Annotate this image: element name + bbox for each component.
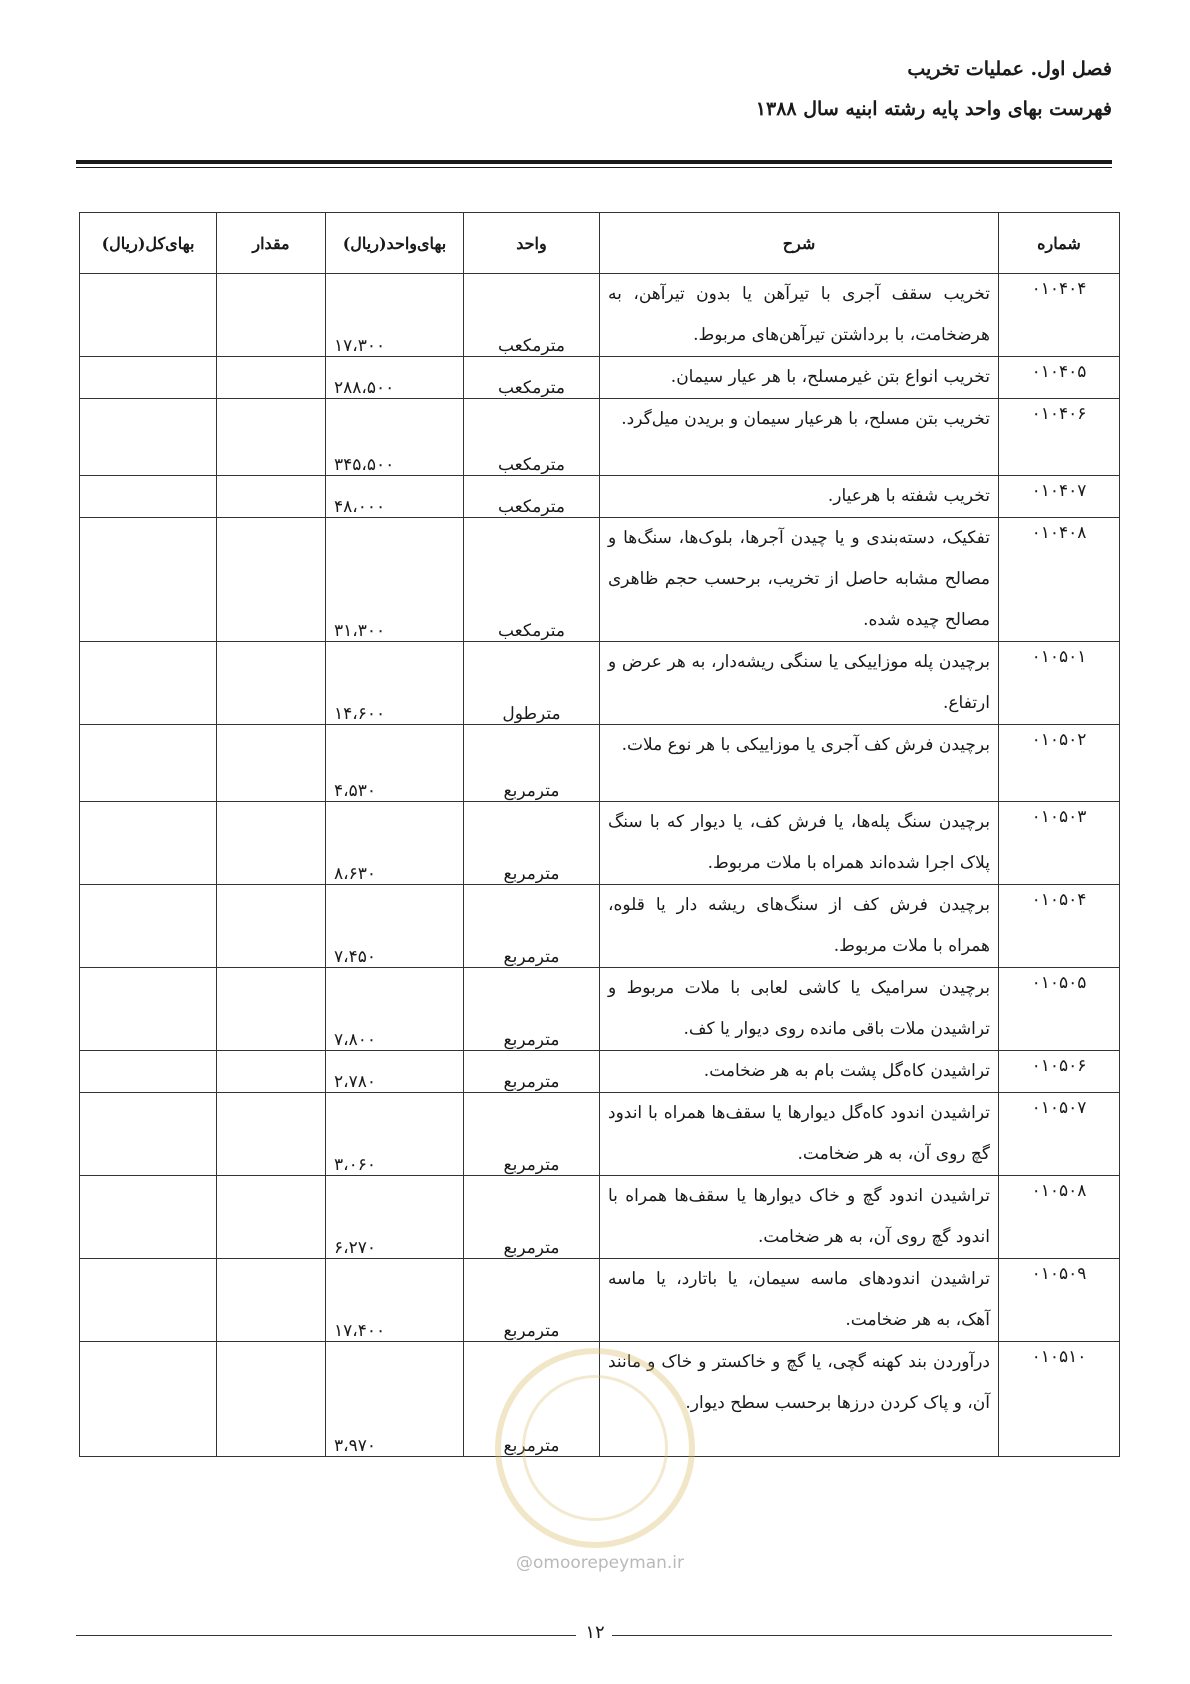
table-row [80, 1051, 1120, 1093]
table-row [80, 642, 1120, 725]
code-cell: ۰۱۰۴۰۷ [999, 476, 1120, 518]
total-cell [80, 1093, 217, 1176]
unit-price-cell: ۳،۰۶۰ [326, 1093, 464, 1176]
header-rule-thin [76, 167, 1112, 168]
description-cell: تخریب شفته با هرعیار. [600, 476, 999, 518]
description-cell: تراشیدن اندودهای ماسه سیمان، یا باتارد، یا ماسه آهک، به هر ضخامت. [600, 1259, 999, 1342]
unit-cell: مترمکعب [464, 274, 600, 357]
total-cell [80, 885, 217, 968]
unit-price-cell: ۳،۹۷۰ [326, 1342, 464, 1457]
code-cell: ۰۱۰۵۰۸ [999, 1176, 1120, 1259]
header-quantity: مقدار [217, 213, 326, 274]
footer-line-left [76, 1635, 576, 1636]
unit-cell: مترمربع [464, 1051, 600, 1093]
unit-cell: مترمربع [464, 968, 600, 1051]
code-cell: ۰۱۰۵۰۳ [999, 802, 1120, 885]
unit-price-cell: ۳۴۵،۵۰۰ [326, 399, 464, 476]
quantity-cell [217, 802, 326, 885]
total-cell [80, 357, 217, 399]
table-row [80, 802, 1120, 885]
total-cell [80, 274, 217, 357]
quantity-cell [217, 1093, 326, 1176]
unit-price-cell: ۷،۴۵۰ [326, 885, 464, 968]
unit-price-cell: ۲،۷۸۰ [326, 1051, 464, 1093]
total-cell [80, 399, 217, 476]
header-description: شرح [600, 213, 999, 274]
total-cell [80, 518, 217, 642]
code-cell: ۰۱۰۵۰۵ [999, 968, 1120, 1051]
code-cell: ۰۱۰۵۰۴ [999, 885, 1120, 968]
table-row [80, 274, 1120, 357]
unit-cell: مترمربع [464, 1259, 600, 1342]
header-unit-price: بهای‌واحد(ریال) [326, 213, 464, 274]
quantity-cell [217, 399, 326, 476]
description-cell: برچیدن فرش کف آجری یا موزاییکی با هر نوع ملات. [600, 725, 999, 802]
code-cell: ۰۱۰۴۰۸ [999, 518, 1120, 642]
table-row [80, 1176, 1120, 1259]
table-row [80, 1342, 1120, 1457]
unit-price-cell: ۸،۶۳۰ [326, 802, 464, 885]
description-cell: تفکیک، دسته‌بندی و یا چیدن آجرها، بلوک‌ها، سنگ‌ها و مصالح مشابه حاصل از تخریب، برحسب حجم ظاهری مصالح چیده شده. [600, 518, 999, 642]
total-cell [80, 968, 217, 1051]
quantity-cell [217, 476, 326, 518]
header-unit: واحد [464, 213, 600, 274]
code-cell: ۰۱۰۵۰۹ [999, 1259, 1120, 1342]
page-number: ۱۲ [585, 1622, 605, 1643]
unit-cell: مترمکعب [464, 518, 600, 642]
watermark-url: @omoorepeyman.ir [515, 1553, 685, 1573]
unit-price-cell: ۱۷،۳۰۰ [326, 274, 464, 357]
unit-cell: مترمربع [464, 802, 600, 885]
price-list-table [79, 212, 1120, 1457]
unit-cell: مترمربع [464, 885, 600, 968]
code-cell: ۰۱۰۵۰۱ [999, 642, 1120, 725]
unit-cell: مترمکعب [464, 357, 600, 399]
table-row [80, 476, 1120, 518]
unit-price-cell: ۱۴،۶۰۰ [326, 642, 464, 725]
description-cell: تخریب بتن مسلح، با هرعیار سیمان و بریدن میل‌گرد. [600, 399, 999, 476]
quantity-cell [217, 274, 326, 357]
description-cell: برچیدن فرش کف از سنگ‌های ریشه دار یا قلوه، همراه با ملات مربوط. [600, 885, 999, 968]
unit-price-cell: ۱۷،۴۰۰ [326, 1259, 464, 1342]
header-code: شماره [999, 213, 1120, 274]
unit-cell: مترطول [464, 642, 600, 725]
description-cell: برچیدن سرامیک یا کاشی لعابی با ملات مربوط و تراشیدن ملات باقی مانده روی دیوار یا کف. [600, 968, 999, 1051]
table-row [80, 725, 1120, 802]
unit-cell: مترمربع [464, 1093, 600, 1176]
total-cell [80, 1051, 217, 1093]
total-cell [80, 1176, 217, 1259]
description-cell: تخریب انواع بتن غیرمسلح، با هر عیار سیمان. [600, 357, 999, 399]
table-row [80, 885, 1120, 968]
table-row [80, 968, 1120, 1051]
unit-cell: مترمکعب [464, 476, 600, 518]
description-cell: درآوردن بند کهنه گچی، یا گچ و خاکستر و خاک و مانند آن، و پاک کردن درزها برحسب سطح دیوار. [600, 1342, 999, 1457]
table-row [80, 399, 1120, 476]
total-cell [80, 725, 217, 802]
unit-cell: مترمربع [464, 725, 600, 802]
unit-cell: مترمربع [464, 1342, 600, 1457]
total-cell [80, 642, 217, 725]
code-cell: ۰۱۰۵۰۶ [999, 1051, 1120, 1093]
description-cell: تراشیدن کاه‌گل پشت بام به هر ضخامت. [600, 1051, 999, 1093]
quantity-cell [217, 1342, 326, 1457]
quantity-cell [217, 518, 326, 642]
table-row [80, 518, 1120, 642]
unit-cell: مترمکعب [464, 399, 600, 476]
header-rule-thick [76, 160, 1112, 164]
header-total: بهای‌کل(ریال) [80, 213, 217, 274]
description-cell: تخریب سقف آجری با تیرآهن یا بدون تیرآهن، به هرضخامت، با برداشتن تیرآهن‌های مربوط. [600, 274, 999, 357]
code-cell: ۰۱۰۴۰۵ [999, 357, 1120, 399]
total-cell [80, 476, 217, 518]
code-cell: ۰۱۰۵۰۲ [999, 725, 1120, 802]
description-cell: برچیدن پله موزاییکی یا سنگی ریشه‌دار، به هر عرض و ارتفاع. [600, 642, 999, 725]
footer-line-right [612, 1635, 1112, 1636]
unit-price-cell: ۳۱،۳۰۰ [326, 518, 464, 642]
quantity-cell [217, 968, 326, 1051]
total-cell [80, 1342, 217, 1457]
quantity-cell [217, 1176, 326, 1259]
code-cell: ۰۱۰۵۰۷ [999, 1093, 1120, 1176]
unit-price-cell: ۷،۸۰۰ [326, 968, 464, 1051]
quantity-cell [217, 885, 326, 968]
quantity-cell [217, 1259, 326, 1342]
description-cell: تراشیدن اندود گچ و خاک دیوارها یا سقف‌ها همراه با اندود گچ روی آن، به هر ضخامت. [600, 1176, 999, 1259]
quantity-cell [217, 1051, 326, 1093]
code-cell: ۰۱۰۴۰۴ [999, 274, 1120, 357]
document-title: فهرست بهای واحد پایه رشته ابنیه سال ۱۳۸۸ [755, 98, 1112, 120]
quantity-cell [217, 725, 326, 802]
table-row [80, 1093, 1120, 1176]
unit-price-cell: ۴۸،۰۰۰ [326, 476, 464, 518]
table-row [80, 357, 1120, 399]
description-cell: تراشیدن اندود کاه‌گل دیوارها یا سقف‌ها همراه با اندود گچ روی آن، به هر ضخامت. [600, 1093, 999, 1176]
code-cell: ۰۱۰۵۱۰ [999, 1342, 1120, 1457]
quantity-cell [217, 642, 326, 725]
chapter-title: فصل اول. عملیات تخریب [907, 58, 1112, 80]
total-cell [80, 802, 217, 885]
code-cell: ۰۱۰۴۰۶ [999, 399, 1120, 476]
quantity-cell [217, 357, 326, 399]
page-header [756, 58, 1112, 120]
unit-price-cell: ۶،۲۷۰ [326, 1176, 464, 1259]
table-row [80, 1259, 1120, 1342]
total-cell [80, 1259, 217, 1342]
unit-price-cell: ۲۸۸،۵۰۰ [326, 357, 464, 399]
unit-price-cell: ۴،۵۳۰ [326, 725, 464, 802]
unit-cell: مترمربع [464, 1176, 600, 1259]
table-header-row [80, 213, 1120, 274]
description-cell: برچیدن سنگ پله‌ها، یا فرش کف، یا دیوار که با سنگ پلاک اجرا شده‌اند همراه با ملات مربوط. [600, 802, 999, 885]
